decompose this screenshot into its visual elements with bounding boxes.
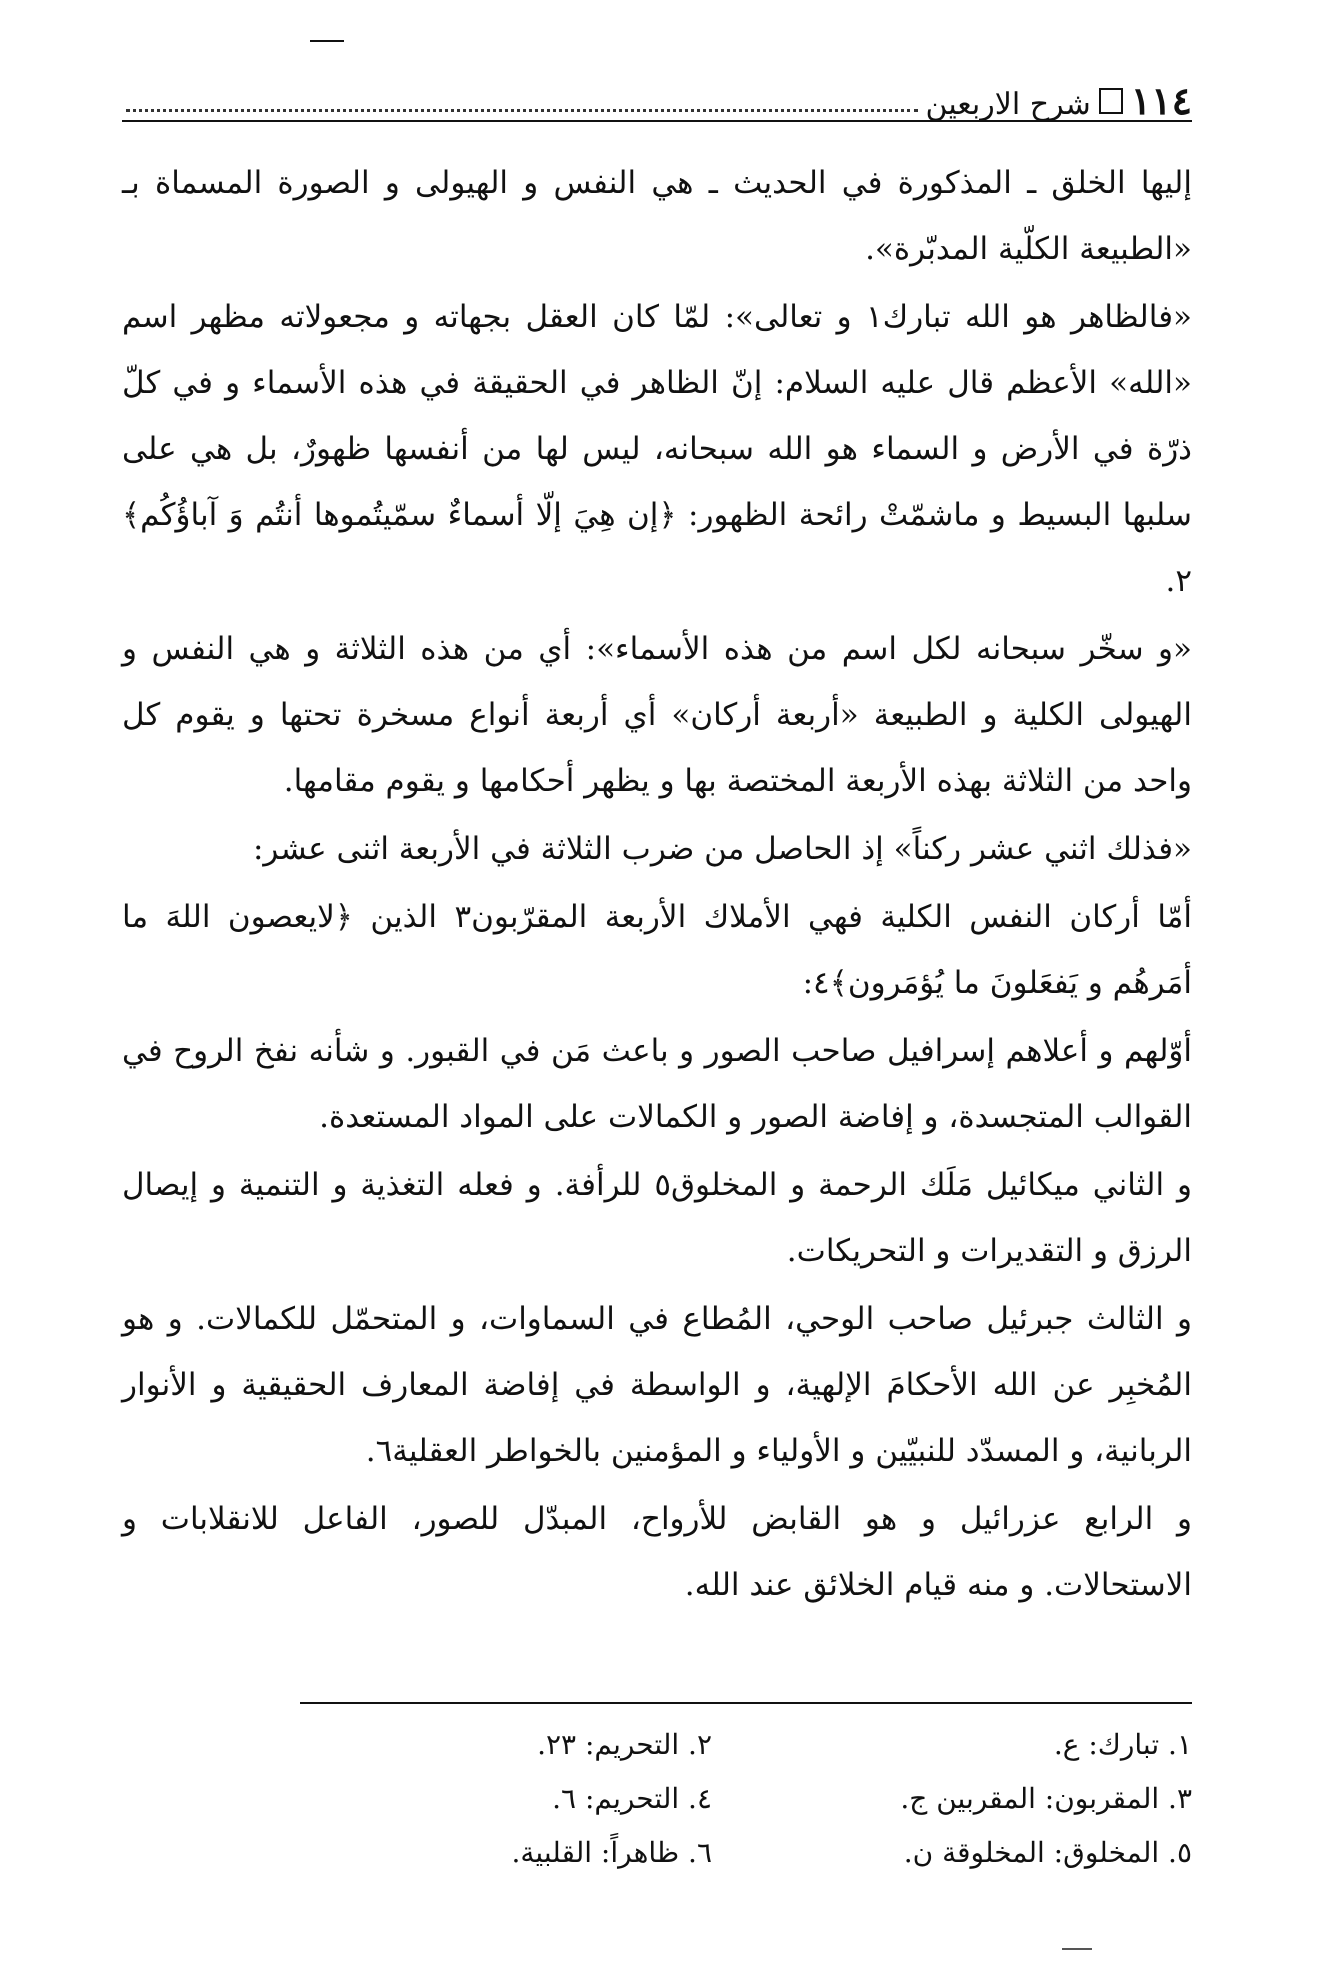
header-rule: [122, 120, 1192, 122]
paragraph: «و سخّر سبحانه لكل اسم من هذه الأسماء»: أي من هذه الثلاثة و هي النفس و الهيولى الكلية و الطبيعة «أربعة أركان» أي أربعة أنواع مسخرة تحتها و يقوم كل واحد من الثلاثة بهذه الأربعة المختصة بها و يظهر أحكامها و يقوم مقامها.: [122, 631, 1192, 799]
page-number: ١١٤: [1130, 78, 1192, 123]
footnote: ٤. التحريم: ٦.: [552, 1782, 712, 1815]
footnote: ٦. ظاهراً: القلبية.: [511, 1836, 712, 1869]
paragraph: أوّلهم و أعلاهم إسرافيل صاحب الصور و باعث مَن في القبور. و شأنه نفخ الروح في القوالب المتجسدة، و إفاضة الصور و الكمالات على المواد المستعدة.: [122, 1033, 1192, 1135]
body-text: [122, 150, 1192, 1620]
bottom-margin-mark: [1062, 1948, 1092, 1950]
footnote-rule: [300, 1702, 1192, 1704]
paragraph: «فذلك اثني عشر ركناً» إذ الحاصل من ضرب الثلاثة في الأربعة اثنى عشر:: [252, 831, 1192, 867]
paragraph: و الثاني ميكائيل مَلَك الرحمة و المخلوق٥ للرأفة. و فعله التغذية و التنمية و إيصال الرزق و التقديرات و التحريكات.: [122, 1167, 1192, 1269]
paragraph: إليها الخلق ـ المذكورة في الحديث ـ هي النفس و الهيولى و الصورة المسماة بـ «الطبيعة الكلّية المدبّرة».: [122, 165, 1192, 267]
paragraph: أمّا أركان النفس الكلية فهي الأملاك الأربعة المقرّبون٣ الذين ﴿لايعصون اللهَ ما أمَرهُم و يَفعَلونَ ما يُؤمَرون﴾٤:: [122, 899, 1192, 1001]
paragraph: «فالظاهر هو الله تبارك١ و تعالى»: لمّا كان العقل بجهاته و مجعولاته مظهر اسم «الله» الأعظم قال عليه السلام: إنّ الظاهر في الحقيقة في هذه الأسماء و في كلّ ذرّة في الأرض و السماء هو الله سبحانه، ليس لها من أنفسها ظهورٌ، بل هي على سلبها البسيط و ماشمّتْ رائحة الظهور: ﴿إن هِيَ إلّا أسماءٌ سمّيتُموها أنتُم وَ آباؤُكُم﴾٢.: [122, 299, 1192, 599]
dot-leader: [126, 109, 918, 112]
top-margin-mark: [310, 40, 344, 42]
footnotes: [122, 1718, 1192, 1880]
footnote: ١. تبارك: ع.: [1053, 1728, 1192, 1761]
footnote-row: [122, 1718, 1192, 1772]
paragraph: و الرابع عزرائيل و هو القابض للأرواح، المبدّل للصور، الفاعل للانقلابات و الاستحالات. و منه قيام الخلائق عند الله.: [122, 1501, 1192, 1603]
footnote: ٢. التحريم: ٢٣.: [537, 1728, 712, 1761]
footnote-row: [122, 1772, 1192, 1826]
footnote: ٥. المخلوق: المخلوقة ن.: [903, 1836, 1192, 1869]
footnote-row: [122, 1826, 1192, 1880]
running-title: شرح الاربعين: [925, 87, 1091, 122]
square-ornament-icon: [1099, 88, 1123, 114]
running-header: [122, 64, 1192, 123]
footnote: ٣. المقربون: المقربين ج.: [900, 1782, 1192, 1815]
paragraph: و الثالث جبرئيل صاحب الوحي، المُطاع في السماوات، و المتحمّل للكمالات. و هو المُخبِر عن الله الأحكامَ الإلهية، و الواسطة في إفاضة المعارف الحقيقية و الأنوار الربانية، و المسدّد للنبيّين و الأولياء و المؤمنين بالخواطر العقلية٦.: [122, 1301, 1192, 1469]
